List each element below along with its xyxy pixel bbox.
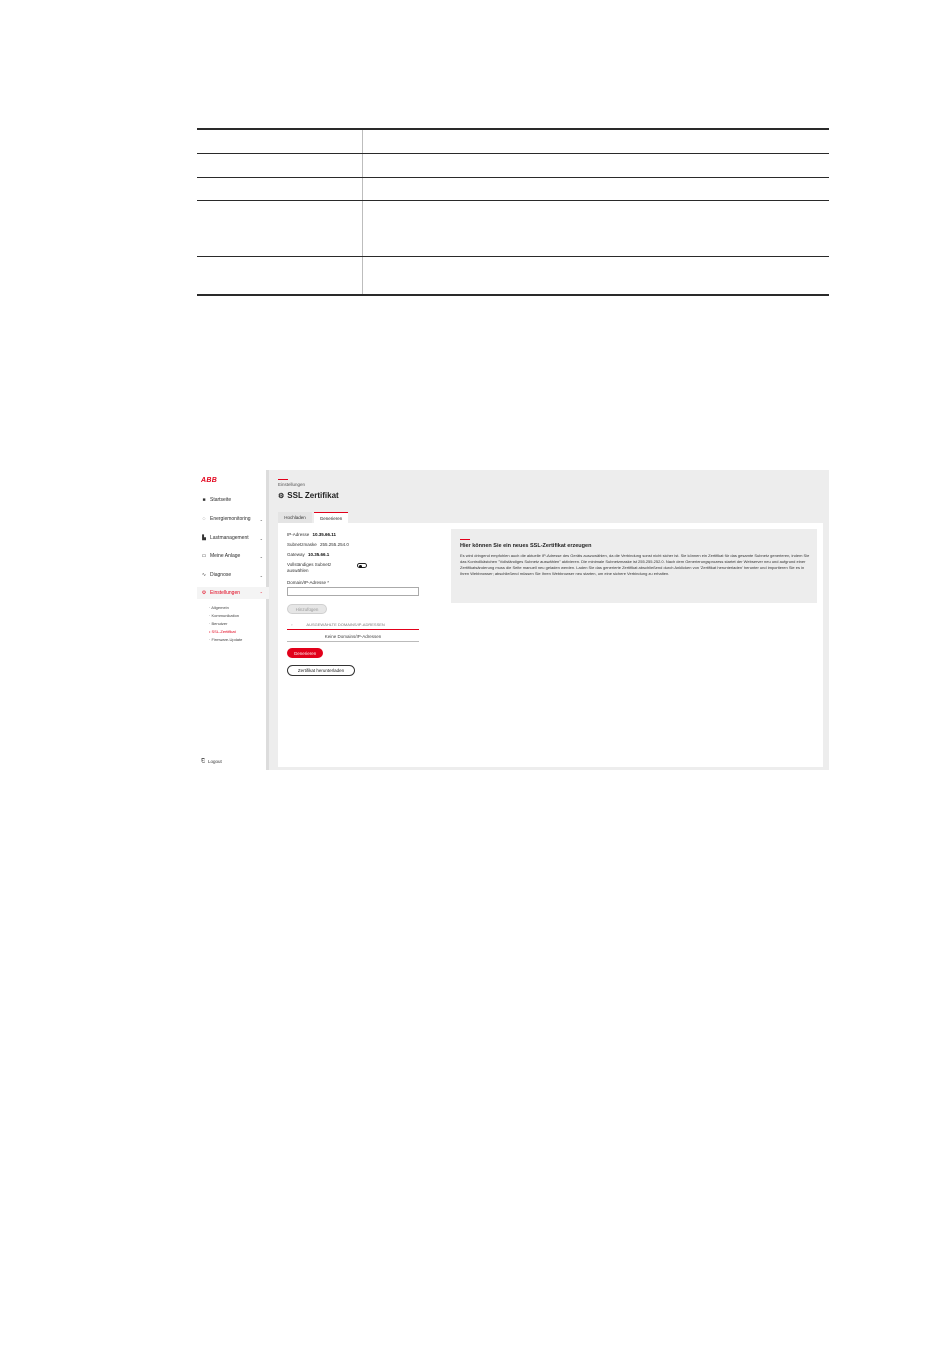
ip-label: IP-Adresse — [287, 532, 310, 537]
sidebar-subitem-benutzer[interactable]: · Benutzer — [209, 621, 228, 626]
table-rule-top — [197, 128, 829, 130]
generate-panel — [278, 523, 823, 767]
chevron-up-icon: ⌃ — [259, 590, 263, 596]
sidebar-item-label: Lastmanagement — [210, 535, 249, 541]
domain-field-label: Domain/IP-Adresse * — [287, 580, 330, 585]
table-rule — [197, 153, 829, 154]
bar-chart-icon: ▙ — [202, 535, 206, 541]
energy-icon: ◌ — [202, 516, 206, 522]
info-box — [451, 529, 817, 603]
chevron-down-icon: ⌄ — [259, 572, 263, 578]
accent-bar — [278, 479, 288, 480]
full-subnet-toggle[interactable] — [357, 563, 367, 568]
selected-domains-header — [287, 619, 419, 630]
document-table — [197, 128, 829, 296]
subnet-label: Subnetzmaske — [287, 542, 317, 547]
subnet-value: 255.255.254.0 — [320, 542, 349, 547]
sidebar-item-lastmanagement[interactable] — [197, 532, 269, 544]
settings-icon: ⚙ — [201, 590, 207, 596]
table-rule — [197, 200, 829, 201]
chevron-down-icon: ⌄ — [259, 553, 263, 559]
sidebar-item-label: Energiemonitoring — [210, 516, 251, 522]
sidebar-subitem-label: Benutzer — [211, 621, 228, 626]
download-certificate-button[interactable]: Zertifikat herunterladen — [287, 665, 355, 676]
sidebar-item-label: Meine Anlage — [210, 553, 241, 559]
tab-generieren[interactable] — [314, 512, 348, 523]
sidebar-subitem-kommunikation[interactable]: · Kommunikation — [209, 613, 240, 618]
sidebar-item-einstellungen[interactable] — [197, 587, 269, 599]
table-rule — [197, 177, 829, 178]
accent-bar — [460, 539, 470, 540]
diagnose-icon: ∿ — [201, 572, 207, 578]
sidebar-subitem-label: Firmware-Update — [211, 637, 243, 642]
settings-icon: ⚙ — [278, 492, 285, 500]
tab-label: Generieren — [319, 515, 343, 521]
sidebar-subitem-ssl-zertifikat[interactable]: • SSL-Zertifikat — [209, 629, 236, 634]
page-title — [278, 491, 339, 500]
generate-button[interactable]: Generieren — [287, 648, 323, 658]
sidebar-subitem-allgemein[interactable]: · Allgemein — [209, 605, 229, 610]
logout-label: Logout — [208, 758, 222, 764]
main-content — [272, 470, 829, 770]
sidebar-item-label: Startseite — [210, 497, 232, 503]
abb-logo: ABB — [201, 477, 218, 484]
gateway-label: Gateway — [287, 552, 305, 557]
logout-icon: ⎗ — [201, 758, 206, 764]
monitor-icon: ▭ — [201, 553, 207, 559]
ip-address-row — [287, 532, 336, 537]
tab-label: Hochladen — [284, 515, 306, 520]
sidebar-subitem-label: SSL-Zertifikat — [211, 629, 236, 634]
breadcrumb[interactable]: Einstellungen — [278, 482, 306, 487]
logout-link[interactable] — [201, 758, 222, 764]
page-title-text: SSL Zertifikat — [287, 491, 339, 500]
chevron-down-icon: ⌄ — [259, 516, 263, 522]
app-screenshot — [197, 470, 829, 770]
domain-input[interactable] — [287, 587, 419, 596]
sidebar-subitem-firmware-update[interactable]: · Firmware-Update — [209, 637, 243, 642]
sidebar-item-energiemonitoring[interactable] — [197, 513, 269, 525]
toggle-knob — [359, 565, 362, 568]
sidebar-subitem-label: Kommunikation — [211, 613, 240, 618]
info-text: Es wird dringend empfohlen auch die aktuelle IP-Adresse des Geräts auszuwählen, da die Verbindung sonst nicht sicher ist. Sie können ein Zertifikat für das gesamte Subnetz generieren, indem Sie das Kontrollkästchen "Vollständiges Subnetz auswählen" aktivieren. Die minimale Subnetzmaske ist 255.255.252.0. Nach dem Generierungsprozess startet der Webserver neu und aufgrund einer Zertifikatsänderung muss die Seite manuell neu geladen werden. Laden Sie das generierte Zertifikat abschließend durch Anklicken von 'Zertifikat herunterladen' herunter und importieren Sie es in Ihren Webbrowser; abschließend müssen Sie Ihren Webbrowser neu starten, um eine sichere Verbindung zu erhalten. — [460, 553, 810, 576]
sidebar-item-label: Einstellungen — [210, 590, 241, 596]
table-rule-bottom — [197, 294, 829, 296]
table-rule — [197, 256, 829, 257]
sidebar-item-startseite[interactable] — [197, 494, 269, 506]
checkbox-icon[interactable]: ▫ — [291, 621, 293, 627]
chevron-down-icon: ⌄ — [259, 535, 263, 541]
empty-list-message: Keine Domains/IP-Adressen — [287, 631, 419, 642]
sidebar-item-label: Diagnose — [210, 572, 232, 578]
sidebar-subitem-label: Allgemein — [211, 605, 229, 610]
list-header-label: AUSGEWÄHLTE DOMAINS/IP-ADRESSEN — [306, 621, 385, 627]
home-icon: ■ — [202, 497, 206, 503]
full-subnet-label: Vollständiges Subnetz auswählen — [287, 562, 332, 573]
ip-value: 10.35.66.11 — [312, 532, 337, 537]
subnet-row — [287, 542, 349, 547]
sidebar-item-meine-anlage[interactable] — [197, 550, 269, 562]
sidebar-item-diagnose[interactable] — [197, 569, 269, 581]
gateway-value: 10.35.66.1 — [308, 552, 330, 557]
add-button[interactable]: Hinzufügen — [287, 604, 327, 614]
sidebar — [197, 470, 269, 770]
tab-hochladen[interactable] — [278, 512, 312, 523]
info-title: Hier können Sie ein neues SSL-Zertifikat erzeugen — [460, 543, 592, 549]
gateway-row — [287, 552, 329, 557]
